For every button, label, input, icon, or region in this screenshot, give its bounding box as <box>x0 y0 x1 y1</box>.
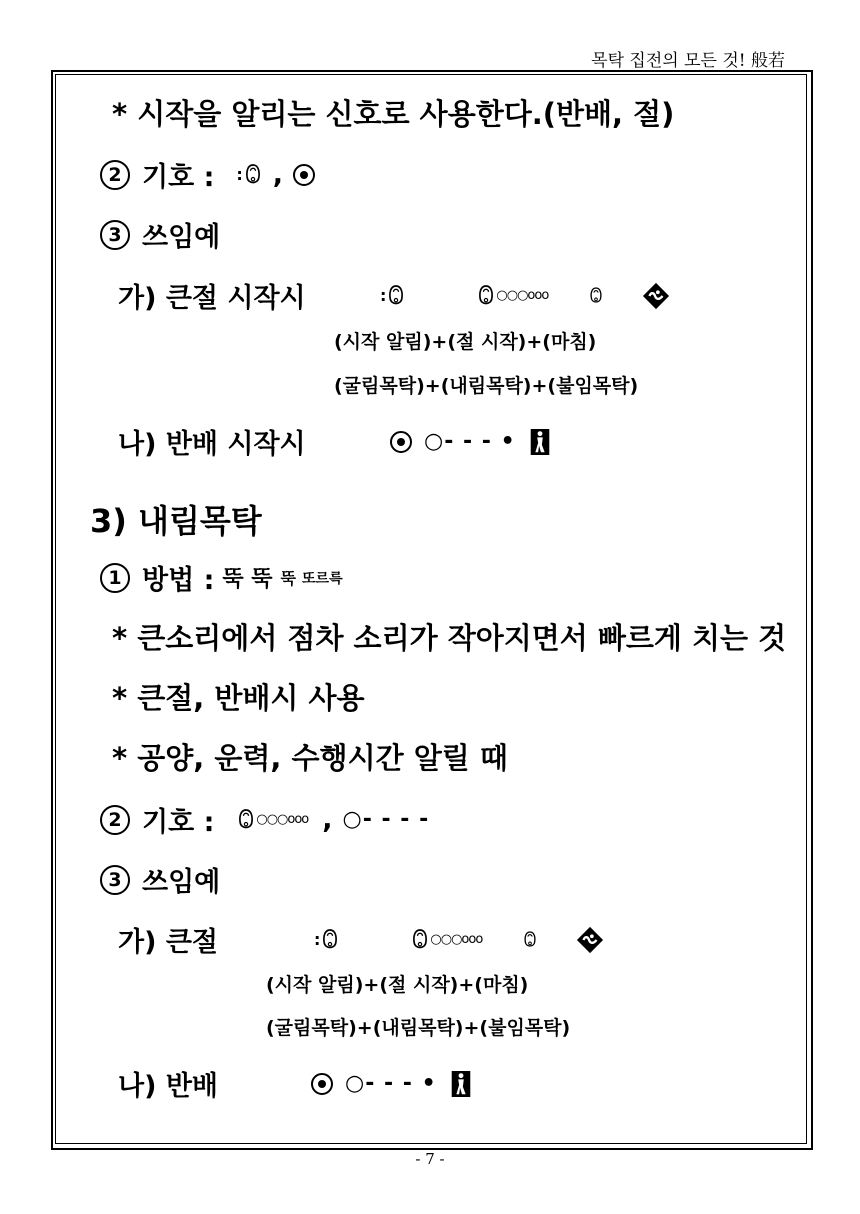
symbol-row-2 <box>100 800 429 839</box>
example-a-row-2: 가) 큰절 : ○○○ooo <box>118 920 604 959</box>
moktak-roll-icon <box>476 283 496 309</box>
example-b-row <box>118 422 550 461</box>
example-a-caption-1: (시작 알림)+(절 시작)+(마침) <box>266 974 529 996</box>
symbol-separator: , <box>322 804 333 835</box>
dash-sequence: ○- - - - <box>342 807 430 832</box>
example-a-caption-1: (시작 알림)+(절 시작)+(마침) <box>334 331 597 353</box>
usage-label: 쓰임예 <box>142 222 221 253</box>
section-title: 3) 내림목탁 <box>90 502 262 540</box>
method-row <box>100 558 343 597</box>
example-a-row: 가) 큰절 시작시 : ○○○ooo <box>118 276 670 315</box>
moktak-icon <box>320 927 340 953</box>
usage-row-2 <box>100 860 220 899</box>
circled-number-2: 2 <box>100 160 130 190</box>
circled-number-3: 3 <box>100 865 130 895</box>
example-b-label: 나) 반배 <box>118 1071 218 1102</box>
usage-row-1 <box>100 215 220 254</box>
example-a-caption-2: (굴림목탁)+(내림목탁)+(불임목탁) <box>266 1017 571 1039</box>
usage-label: 쓰임예 <box>142 867 221 898</box>
star-line-3: * 공양, 운력, 수행시간 알릴 때 <box>112 741 508 775</box>
dotted-circle-icon <box>293 164 315 186</box>
page-number: - 7 - <box>415 1150 445 1168</box>
diamond-stop-icon <box>576 926 604 954</box>
moktak-small-icon <box>588 285 604 307</box>
roll-circles: ○○○ooo <box>256 812 309 827</box>
moktak-icon <box>243 162 263 188</box>
circled-number-1: 1 <box>100 563 130 593</box>
star-line-1: * 큰소리에서 점차 소리가 작아지면서 빠르게 치는 것 <box>112 621 787 655</box>
roll-circles: ○○○ooo <box>430 932 483 947</box>
bowing-figure-icon <box>451 1071 471 1097</box>
moktak-roll-icon <box>236 807 256 833</box>
roll-circles: ○○○ooo <box>496 288 549 303</box>
example-b-label: 나) 반배 시작시 <box>118 429 306 460</box>
example-a-label: 가) 큰절 시작시 <box>118 283 306 314</box>
method-text-2: 뚝 <box>280 569 297 588</box>
symbol-row-1: 2 기호 : : , <box>100 155 315 194</box>
example-b-row-2 <box>118 1064 471 1103</box>
star-line-2: * 큰절, 반배시 사용 <box>112 681 365 715</box>
signal-description: * 시작을 알리는 신호로 사용한다.(반배, 절) <box>112 97 675 131</box>
moktak-icon <box>386 283 406 309</box>
example-a-label: 가) 큰절 <box>118 927 218 958</box>
circled-number-3: 3 <box>100 220 130 250</box>
moktak-small-icon <box>522 929 538 951</box>
symbol-separator: , <box>272 159 284 190</box>
moktak-roll-icon <box>410 927 430 953</box>
method-text-1: 뚝 뚝 <box>222 567 273 592</box>
dotted-circle-icon <box>390 431 412 453</box>
method-text-3: 또르륵 <box>302 570 343 587</box>
method-label: 방법 : <box>142 565 215 596</box>
symbol-label: 기호 : <box>142 162 215 193</box>
dotted-circle-icon <box>311 1073 333 1095</box>
symbol-label: 기호 : <box>142 807 215 838</box>
dash-sequence: ○- - - • <box>345 1071 437 1096</box>
example-a-caption-2: (굴림목탁)+(내림목탁)+(불임목탁) <box>334 375 639 397</box>
circled-number-2: 2 <box>100 805 130 835</box>
diamond-stop-icon <box>642 282 670 310</box>
dash-sequence: ○- - - • <box>424 429 516 454</box>
bowing-figure-icon <box>530 429 550 455</box>
page-header: 목탁 집전의 모든 것! 般若 <box>591 51 785 71</box>
